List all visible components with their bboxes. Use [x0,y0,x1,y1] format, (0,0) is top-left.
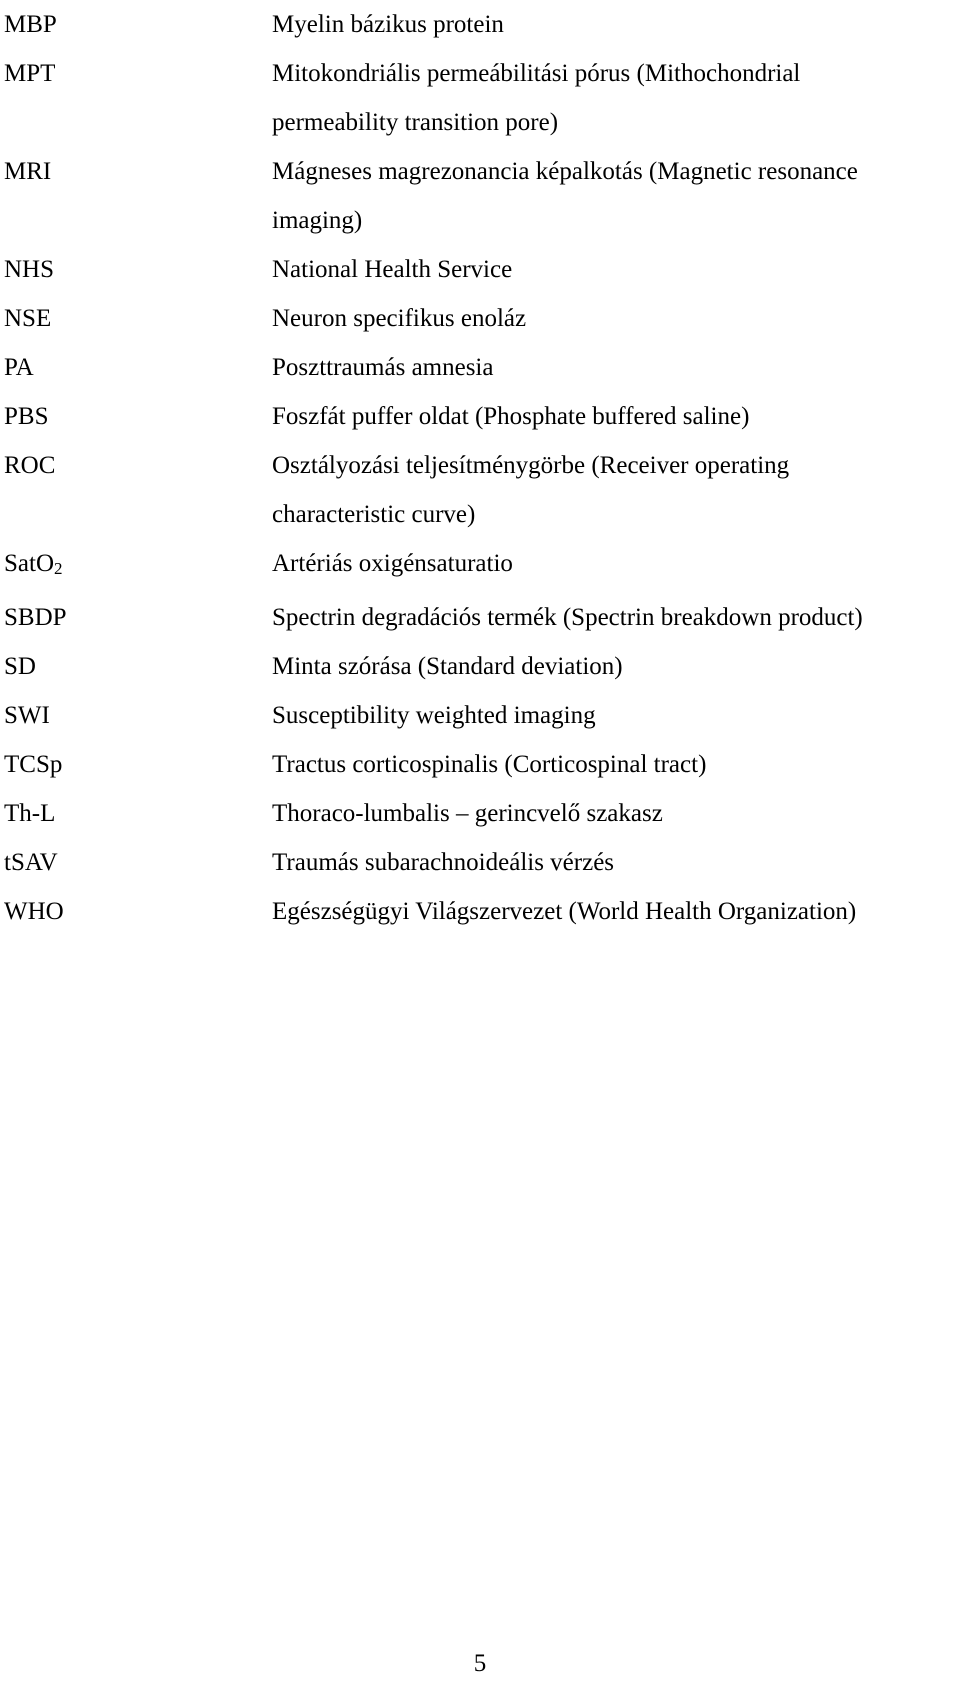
list-item [0,245,960,294]
abbreviation: NSE [4,305,52,332]
abbreviation: SWI [4,702,50,729]
definition: Mitokondriális permeábilitási pórus (Mithochondrial permeability transition pore) [272,60,801,136]
definition: Thoraco-lumbalis – gerincvelő szakasz [272,800,663,827]
list-item [0,593,960,642]
definition: Minta szórása (Standard deviation) [272,653,623,680]
list-item [0,740,960,789]
definition: Artériás oxigénsaturatio [272,550,513,577]
abbreviation: ROC [4,452,56,479]
abbreviation: TCSp [4,751,63,778]
list-item [0,691,960,740]
list-item [0,441,960,539]
abbreviation [0,539,272,593]
list-item [0,642,960,691]
list-item [0,343,960,392]
definition: Neuron specifikus enoláz [272,305,527,332]
abbreviation: PA [4,354,34,381]
definition: Spectrin degradációs termék (Spectrin breakdown product) [272,604,863,631]
list-item [0,838,960,887]
abbreviation: MBP [4,11,57,38]
abbreviation: WHO [4,898,64,925]
list-item [0,294,960,343]
page-number: 5 [473,1650,487,1677]
list-item [0,539,960,593]
abbreviation: SD [4,653,36,680]
definition: Osztályozási teljesítménygörbe (Receiver operating characteristic curve) [272,452,790,528]
list-item [0,392,960,441]
definition: Egészségügyi Világszervezet (World Health Organization) [272,898,857,925]
definition: Tractus corticospinalis (Corticospinal tract) [272,751,707,778]
abbreviation: PBS [4,403,49,430]
list-item [0,49,960,147]
list-item [0,147,960,245]
abbreviation: SBDP [4,604,67,631]
definition: Poszttraumás amnesia [272,354,494,381]
abbreviation: NHS [4,256,55,283]
list-item [0,0,960,49]
abbreviation-subscript: 2 [54,559,63,578]
abbreviation: tSAV [4,849,58,876]
list-item [0,887,960,936]
definition: Foszfát puffer oldat (Phosphate buffered saline) [272,403,750,430]
abbreviation: MPT [4,60,56,87]
abbreviation: Th-L [4,800,56,827]
abbreviation-base: SatO [4,550,54,577]
definition: Mágneses magrezonancia képalkotás (Magnetic resonance imaging) [272,158,858,234]
definition: Susceptibility weighted imaging [272,702,596,729]
definition: Traumás subarachnoideális vérzés [272,849,615,876]
definition: National Health Service [272,256,513,283]
abbreviation: MRI [4,158,52,185]
definition: Myelin bázikus protein [272,11,504,38]
list-item [0,789,960,838]
